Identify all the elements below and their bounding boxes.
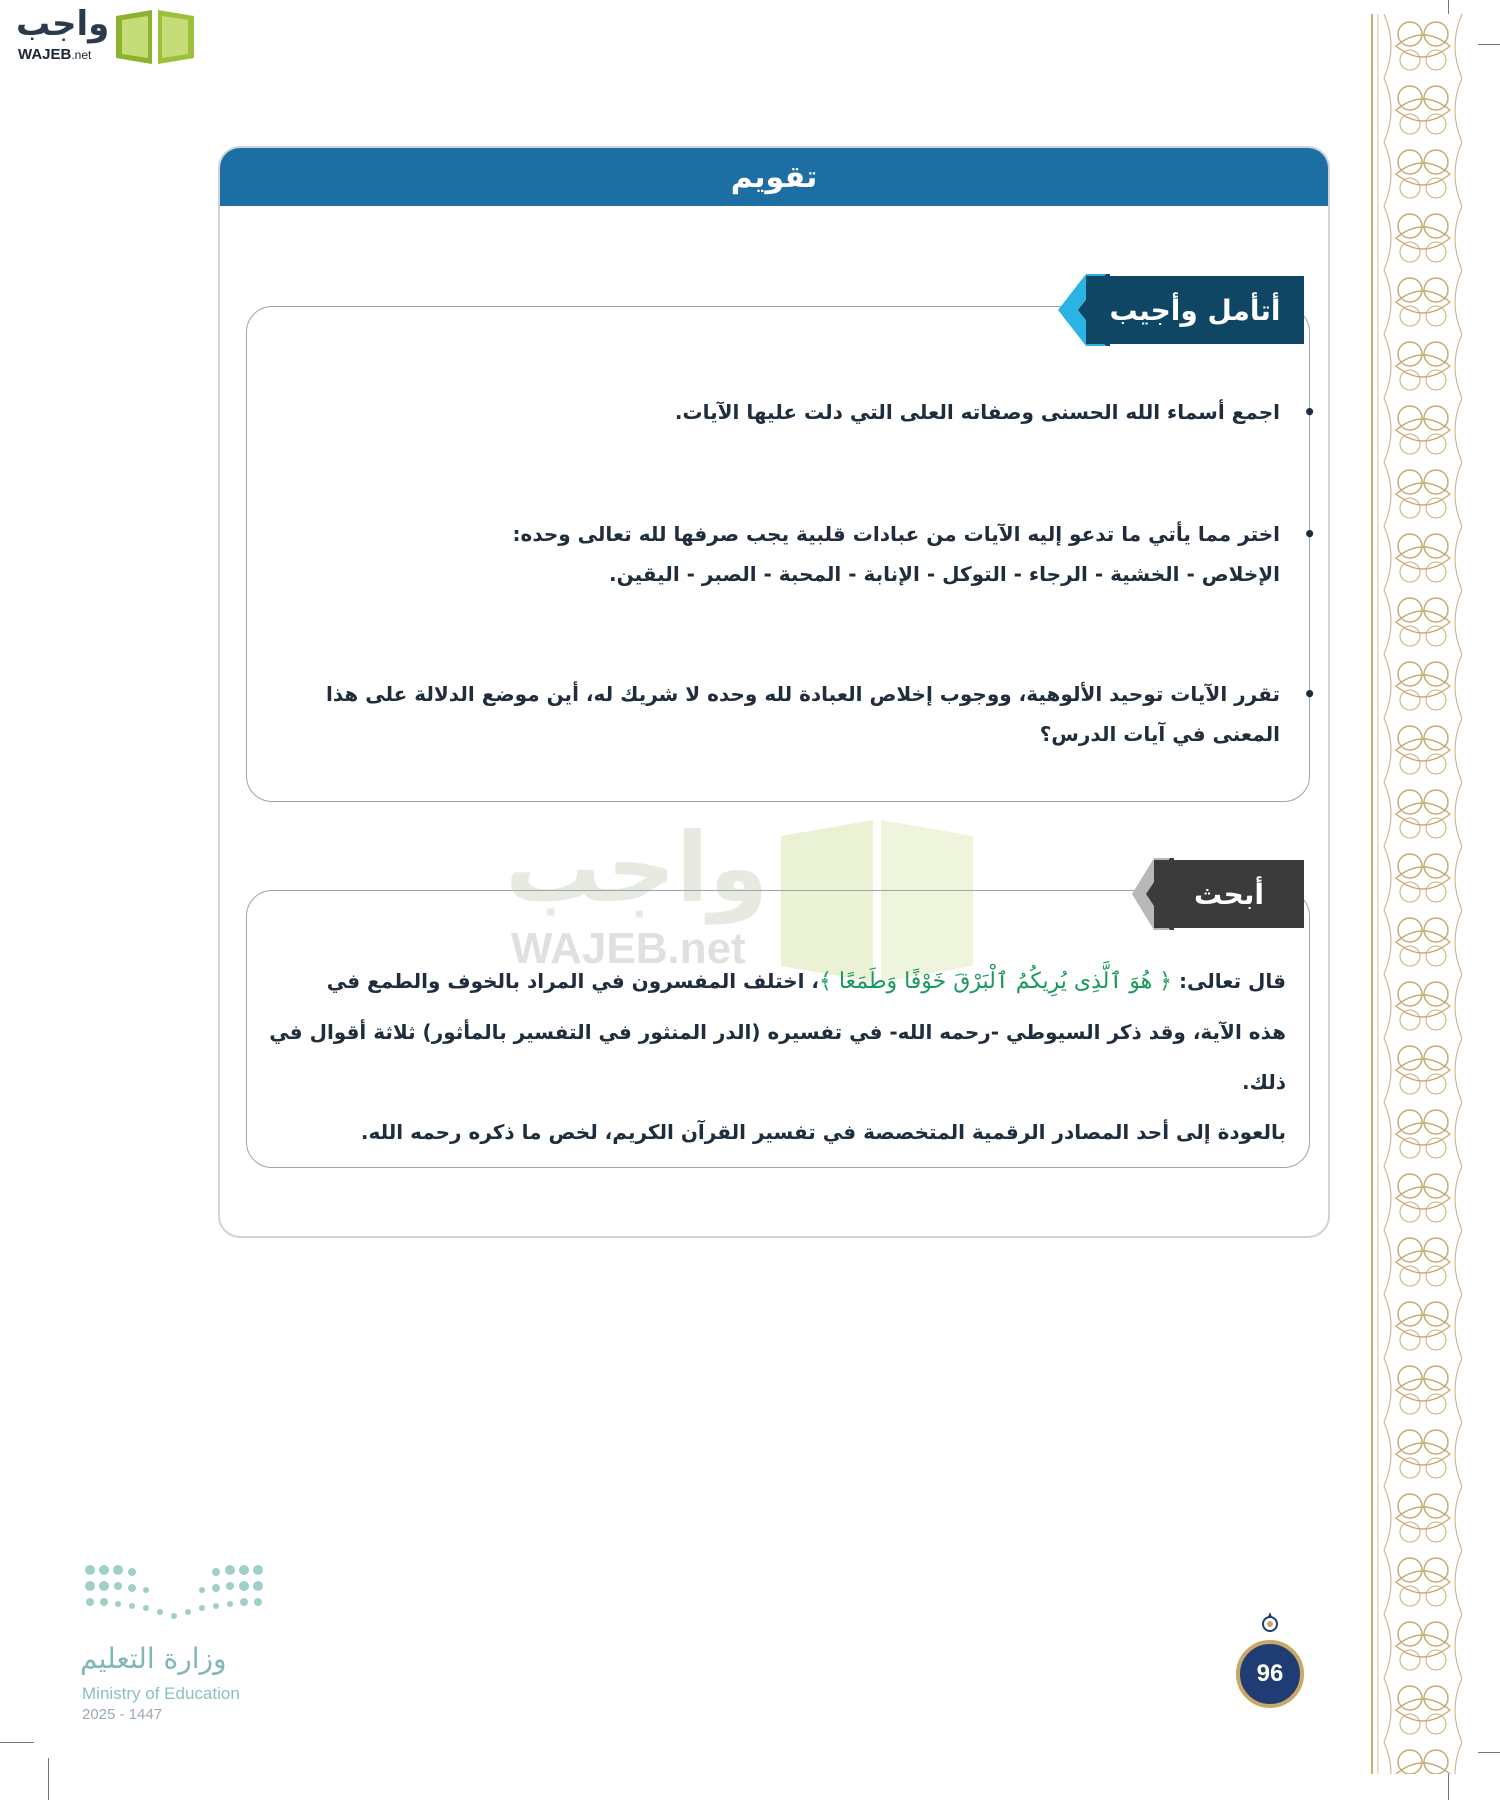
- crop-mark: [1448, 1770, 1449, 1800]
- academic-years: 2025 - 1447: [82, 1706, 163, 1723]
- research-line-3: بالعودة إلى أحد المصادر الرقمية المتخصصة في تفسير القرآن الكريم، لخص ما ذكره رحمه الله.: [360, 1120, 1286, 1144]
- logo-latin-text: WAJEB.net: [18, 46, 92, 63]
- page-number: 96: [1236, 1640, 1304, 1708]
- reflect-answer-title: أتأمل وأجيب: [1086, 276, 1304, 344]
- list-item: • اجمع أسماء الله الحسنى وصفاته العلى التي دلت عليها الآيات.: [280, 392, 1280, 432]
- quran-verse: ﴿ هُوَ ٱلَّذِى يُرِيكُمُ ٱلْبَرْقَ خَوْفًا وَطَمَعًا ﴾: [819, 969, 1173, 994]
- ministry-name-arabic: وزارة التعليم: [80, 1642, 227, 1675]
- ministry-name-english: Ministry of Education: [82, 1684, 240, 1703]
- logo-arabic-text: واجب: [16, 4, 110, 44]
- research-line-1: قال تعالى: ﴿ هُوَ ٱلَّذِى يُرِيكُمُ ٱلْبَرْقَ خَوْفًا وَطَمَعًا ﴾، اختلف المفسرون في المراد بالخوف والطمع في: [326, 969, 1286, 994]
- emblem-icon: [1260, 1612, 1280, 1636]
- watermark: واجب WAJEB.net: [505, 812, 985, 982]
- crop-mark: [0, 1742, 34, 1743]
- book-icon: [114, 8, 196, 66]
- ornamental-border: [1368, 14, 1478, 1774]
- crop-mark: [48, 1758, 49, 1800]
- ministry-dots-icon: [80, 1560, 270, 1630]
- research-line-2: هذه الآية، وقد ذكر السيوطي -رحمه الله- في تفسيره (الدر المنثور في التفسير بالمأثور) ثلاثة أقوال في ذلك.: [269, 1020, 1286, 1094]
- wajeb-logo[interactable]: [8, 4, 198, 68]
- list-item: • اختر مما يأتي ما تدعو إليه الآيات من عبادات قلبية يجب صرفها لله تعالى وحده: الإخلاص - الخشية - الرجاء - التوكل - الإنابة - المحبة - الصبر - اليقين.: [280, 514, 1280, 594]
- ministry-logo: [80, 1560, 280, 1723]
- research-question: [266, 956, 1286, 1157]
- research-title: أبحث: [1154, 860, 1304, 928]
- bullet: •: [1303, 522, 1316, 546]
- bullet: •: [1303, 682, 1316, 706]
- bullet: •: [1303, 400, 1316, 424]
- panel-title: تقويم: [220, 148, 1328, 206]
- list-item: • تقرر الآيات توحيد الألوهية، ووجوب إخلاص العبادة لله وحده لا شريك له، أين موضع الدلالة على هذا المعنى في آيات الدرس؟: [280, 674, 1280, 754]
